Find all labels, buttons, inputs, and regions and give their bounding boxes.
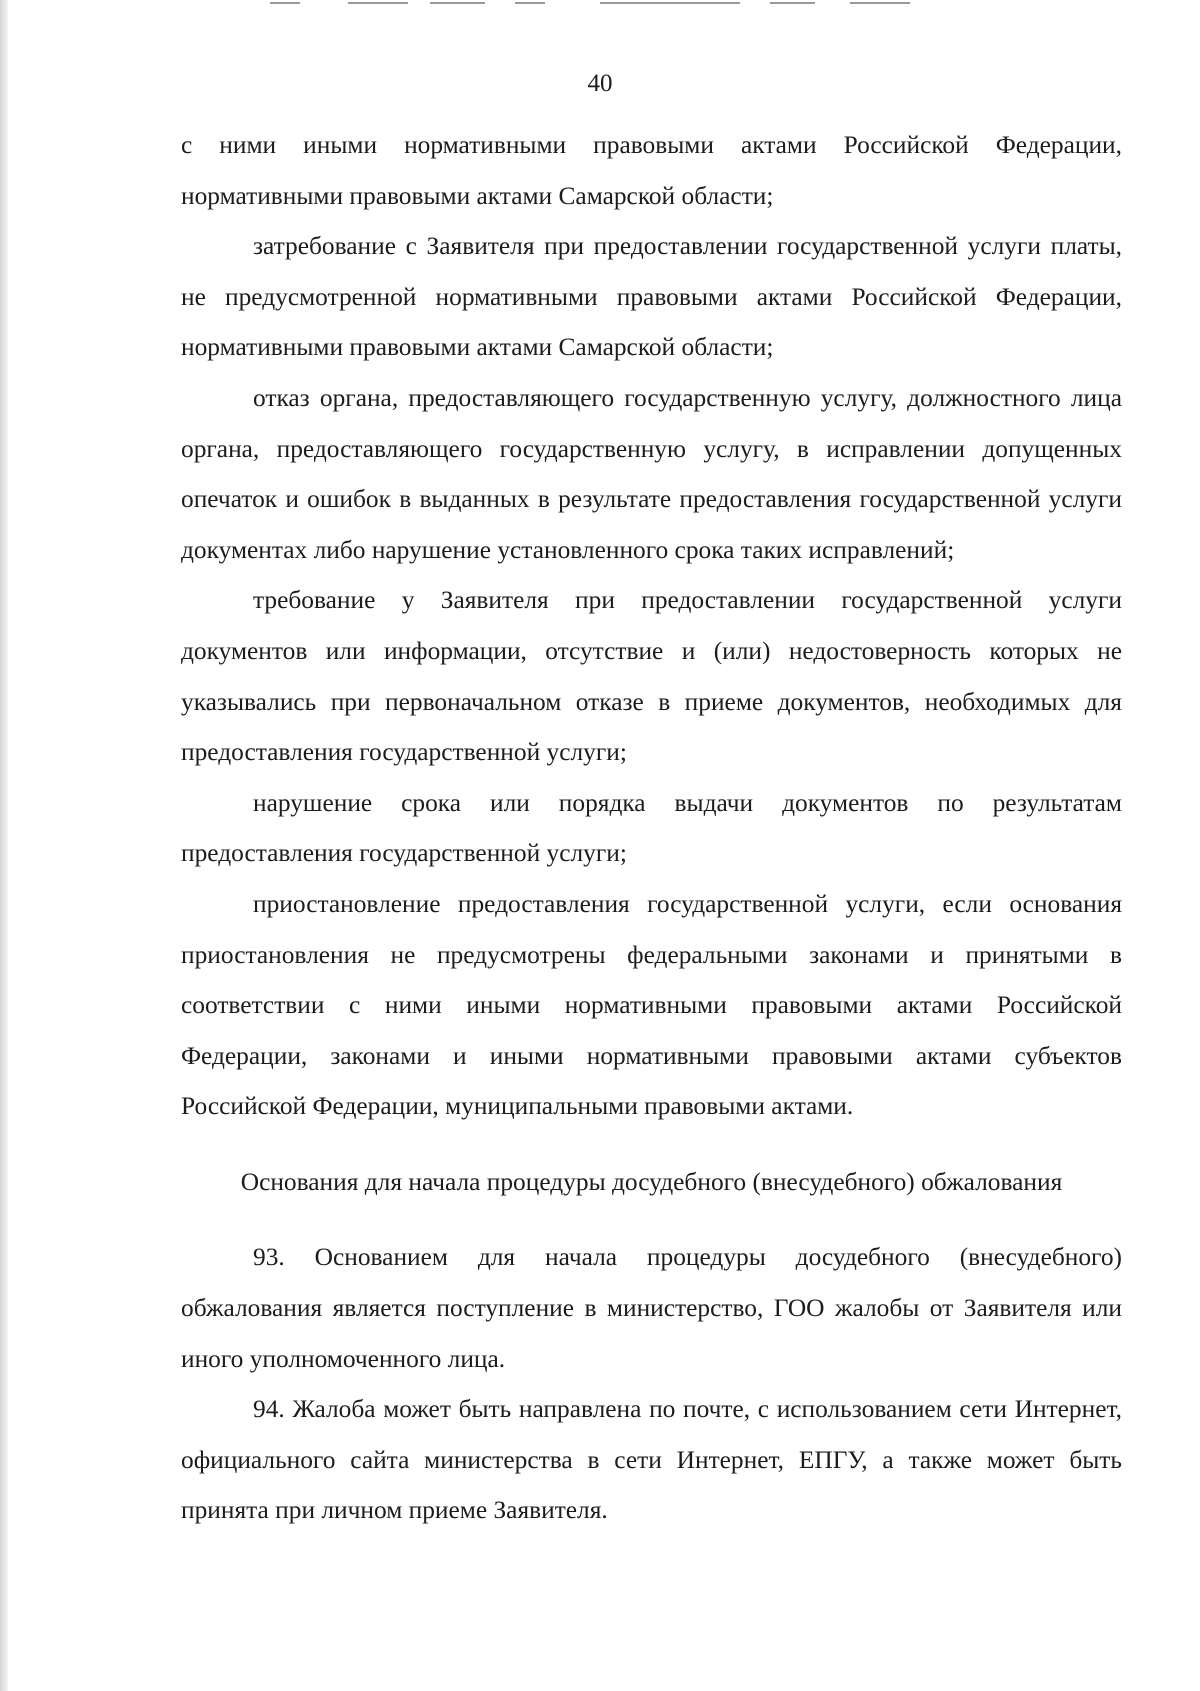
paragraph: требование у Заявителя при предоставлении государственной услуги документов или информации, отсутствие и (или) недостоверность которых не указывались при первоначальном отказе в приеме документов, необходимых для предоставления государственной услуги;: [181, 586, 1122, 767]
paragraph: затребование с Заявителя при предоставлении государственной услуги платы, не предусмотренной нормативными правовыми актами Российской Федерации, нормативными правовыми актами Самарской области;: [181, 232, 1122, 362]
scan-top-marks: [270, 0, 990, 8]
paragraph: отказ органа, предоставляющего государственную услугу, должностного лица органа, предоставляющего государственную услугу, в исправлении допущенных опечаток и ошибок в выданных в результате предоставления государственной услуги документах либо нарушение установленного срока таких исправлений;: [181, 383, 1122, 564]
numbered-paragraph-93: 93. Основанием для начала процедуры досудебного (внесудебного) обжалования является поступление в министерство, ГОО жалобы от Заявителя или иного уполномоченного лица.: [181, 1243, 1122, 1373]
paragraph: с ними иными нормативными правовыми актами Российской Федерации, нормативными правовыми актами Самарской области;: [181, 131, 1122, 210]
section-heading: Основания для начала процедуры досудебного (внесудебного) обжалования: [240, 1167, 1063, 1196]
paragraph: приостановление предоставления государственной услуги, если основания приостановления не предусмотрены федеральными законами и принятыми в соответствии с ними иными нормативными правовыми актами Российской Федерации, законами и иными нормативными правовыми актами субъектов Российской Федерации, муниципальными правовыми актами.: [181, 889, 1122, 1121]
paragraph: нарушение срока или порядка выдачи документов по результатам предоставления государственной услуги;: [181, 788, 1122, 868]
page-number: 40: [587, 70, 613, 97]
document-body: [181, 120, 1122, 1536]
scan-left-edge: [0, 0, 8, 1691]
numbered-paragraph-94: 94. Жалоба может быть направлена по почте, с использованием сети Интернет, официального сайта министерства в сети Интернет, ЕПГУ, а также может быть принята при личном приеме Заявителя.: [181, 1395, 1122, 1525]
